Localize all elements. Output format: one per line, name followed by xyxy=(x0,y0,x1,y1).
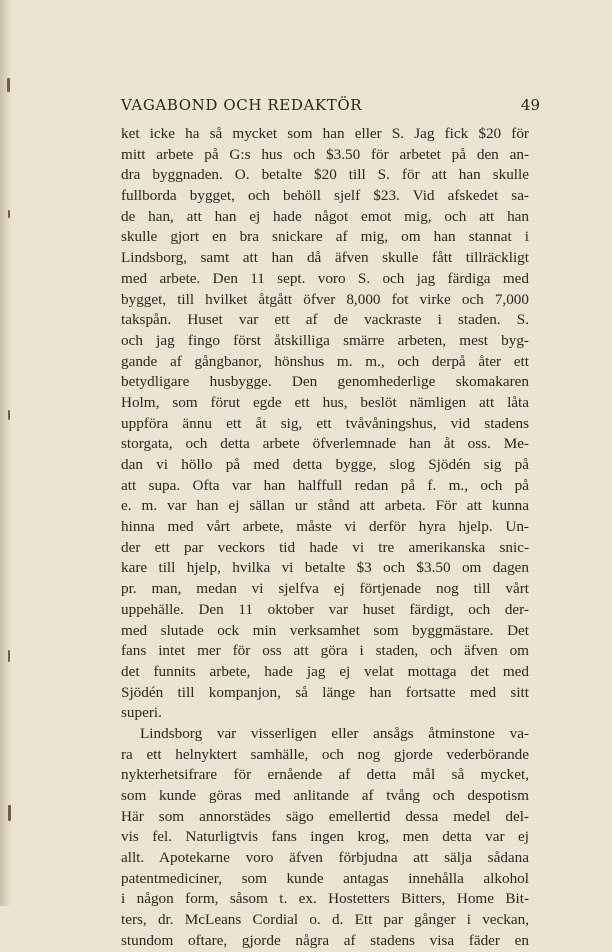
text-line: uppehälle. Den 11 oktober var huset färdigt, och der- xyxy=(121,600,529,618)
text-line: fans intet mer för oss att göra i staden, och äfven om xyxy=(121,642,529,660)
print-speck xyxy=(8,410,10,420)
running-title: VAGABOND OCH REDAKTÖR xyxy=(121,96,363,114)
text-line: allt. Apotekarne voro äfven förbjudna att sälja sådana xyxy=(121,849,529,867)
text-line: ters, dr. McLeans Cordial o. d. Ett par gånger i veckan, xyxy=(121,911,529,929)
text-line: skulle gjort en bra snickare af mig, om han stannat i xyxy=(121,228,529,246)
text-line: dan vi höllo på med detta bygge, slog Sjödén sig på xyxy=(121,456,529,473)
text-line: Här som annorstädes sägo emellertid dessa medel del- xyxy=(121,807,529,825)
print-speck xyxy=(8,650,10,662)
print-speck xyxy=(8,805,11,821)
text-line: patentmediciner, som kunde antagas innehålla alkohol xyxy=(121,869,529,887)
text-line: storgata, och detta arbete öfverlemnade han åt oss. Me- xyxy=(121,435,529,453)
text-line: dra byggnaden. O. betalte $20 till S. för att han skulle xyxy=(121,166,529,184)
text-line: e. m. var han ej sällan ur stånd att arbeta. För att kunna xyxy=(121,497,529,515)
text-line: de han, att han ej hade något emot mig, och att han xyxy=(121,207,529,225)
page-number: 49 xyxy=(520,96,540,114)
text-line: kare till hjelp, hvilka vi betalte $3 och $3.50 om dagen xyxy=(121,559,529,577)
text-line: mitt arbete på G:s hus och $3.50 för arbetet på den an- xyxy=(121,145,529,163)
text-line: stundom oftare, gjorde några af stadens visa fäder en xyxy=(121,931,529,949)
print-speck xyxy=(8,210,10,218)
text-line: i någon form, såsom t. ex. Hostetters Bitters, Home Bit- xyxy=(121,890,529,908)
text-line: Sjödén till kompanjon, så länge han fortsatte med sitt xyxy=(121,683,529,701)
text-line: betydligare husbygge. Den genomhederlige skomakaren xyxy=(121,373,529,391)
text-line: som kunde göras med anlitande af tvång och despotism xyxy=(121,787,529,804)
text-line: fullborda bygget, och behöll sjelf $23. Vid afskedet sa- xyxy=(121,187,529,205)
text-line: Holm, som förut egde ett hus, beslöt nämligen att låta xyxy=(121,393,529,411)
text-line: ket icke ha så mycket som han eller S. Jag fick $20 för xyxy=(121,125,529,142)
text-line: Lindsborg, samt att han då äfven skulle fått tillräckligt xyxy=(121,249,529,267)
text-line: superi. xyxy=(121,704,162,722)
text-line: ra ett helnyktert samhälle, och nog gjorde vederbörande xyxy=(121,745,529,763)
text-line: pr. man, medan vi sjelfva ej förtjenade nog till vårt xyxy=(121,580,529,598)
text-line: att supa. Ofta var han halffull redan på f. m., och på xyxy=(121,476,529,494)
text-line: der ett par veckors tid hade vi tre amerikanska snic- xyxy=(121,538,529,556)
text-line: uppföra ännu ett åt sig, ett tvåvåningshus, vid stadens xyxy=(121,414,529,432)
text-line: det funnits arbete, hade jag ej velat mottaga det med xyxy=(121,662,529,680)
text-line: takspån. Huset var ett af de vackraste i staden. S. xyxy=(121,311,529,329)
print-speck xyxy=(7,78,10,92)
page-header xyxy=(121,96,540,114)
text-line: gande af gångbanor, hönshus m. m., och derpå åter ett xyxy=(121,352,529,370)
text-line: Lindsborg var visserligen eller ansågs åtminstone va- xyxy=(140,724,529,742)
text-line: med slutade ock min verksamhet som byggmästare. Det xyxy=(121,621,529,639)
text-line: hinna med vårt arbete, måste vi derför hyra hjelp. Un- xyxy=(121,518,529,536)
text-line: och jag fingo först åtskilliga smärre arbeten, mest byg- xyxy=(121,331,529,349)
body-text xyxy=(121,124,529,952)
text-line: vis fel. Naturligtvis fans ingen krog, men detta var ej xyxy=(121,828,529,846)
text-line: med arbete. Den 11 sept. voro S. och jag färdiga med xyxy=(121,269,529,287)
text-line: bygget, till hvilket åtgått öfver 8,000 fot virke och 7,000 xyxy=(121,290,529,308)
page-edge-shadow xyxy=(0,0,11,906)
text-line: nykterhetsifrare för ernående af detta mål så mycket, xyxy=(121,766,529,784)
